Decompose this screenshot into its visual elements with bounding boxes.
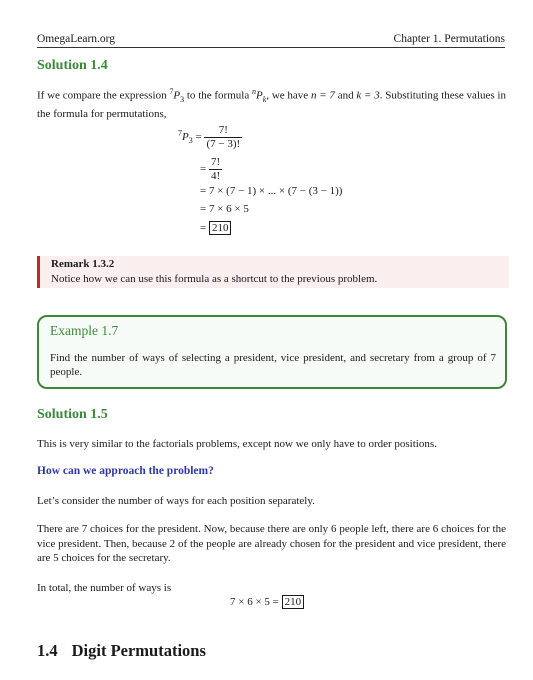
derivation-line-4: = 7 × 6 × 5 — [200, 203, 249, 215]
example-box — [37, 315, 507, 389]
header-site-name: OmegaLearn.org — [37, 33, 116, 45]
section-number: 1.4 — [37, 641, 58, 660]
solution-1-5-paragraph-4: In total, the number of ways is — [37, 582, 172, 594]
remark-title: Remark 1.3.2 — [51, 258, 115, 270]
page-header — [37, 33, 505, 48]
remark-body: Notice how we can use this formula as a shortcut to the previous problem. — [51, 273, 378, 285]
solution-1-4-heading: Solution 1.4 — [37, 58, 108, 73]
remark-box — [37, 256, 509, 288]
derivation-line-5: = 210 — [200, 222, 231, 234]
example-title: Example 1.7 — [50, 323, 119, 338]
solution-1-5-paragraph-2: Let’s consider the number of ways for each position separately. — [37, 495, 315, 507]
derivation-line-1: $^7P_3$ = $\frac{7!}{(7 - 3)!}$ — [178, 124, 241, 150]
section-title: Digit Permutations — [71, 641, 206, 660]
final-answer-equation: 7 × 6 × 5 = 210 — [230, 596, 304, 608]
boxed-answer: 210 — [209, 221, 232, 235]
solution-1-5-paragraph-3: There are 7 choices for the president. Now, because there are only 6 people left, there are 6 choices for the vice president. Then, because 2 of the people are already chosen for the president and vice president, there are 5 choices for the secretary. — [37, 523, 506, 564]
solution-1-4-intro: If we compare the expression $^7P_3$ to the formula $^nP_k$, we have n = 7 and k = 3. Substituting these values in the formula for permutations, — [37, 87, 506, 121]
approach-question: How can we approach the problem? — [37, 465, 214, 477]
solution-1-5-paragraph-1: This is very similar to the factorials problems, except now we only have to order positions. — [37, 438, 437, 450]
section-heading — [37, 641, 206, 661]
fraction-numerator: 7! — [204, 124, 242, 138]
derivation-line-2: = $\frac{7!}{4!}$ — [200, 156, 221, 182]
solution-1-5-heading: Solution 1.5 — [37, 407, 108, 422]
final-boxed-answer: 210 — [282, 595, 305, 609]
example-body: Find the number of ways of selecting a president, vice president, and secretary from a group of 7 people. — [50, 352, 496, 378]
fraction-denominator: (7 − 3)! — [206, 138, 241, 150]
header-chapter: Chapter 1. Permutations — [393, 33, 505, 45]
derivation-line-3: = 7 × (7 − 1) × ... × (7 − (3 − 1)) — [200, 185, 343, 197]
